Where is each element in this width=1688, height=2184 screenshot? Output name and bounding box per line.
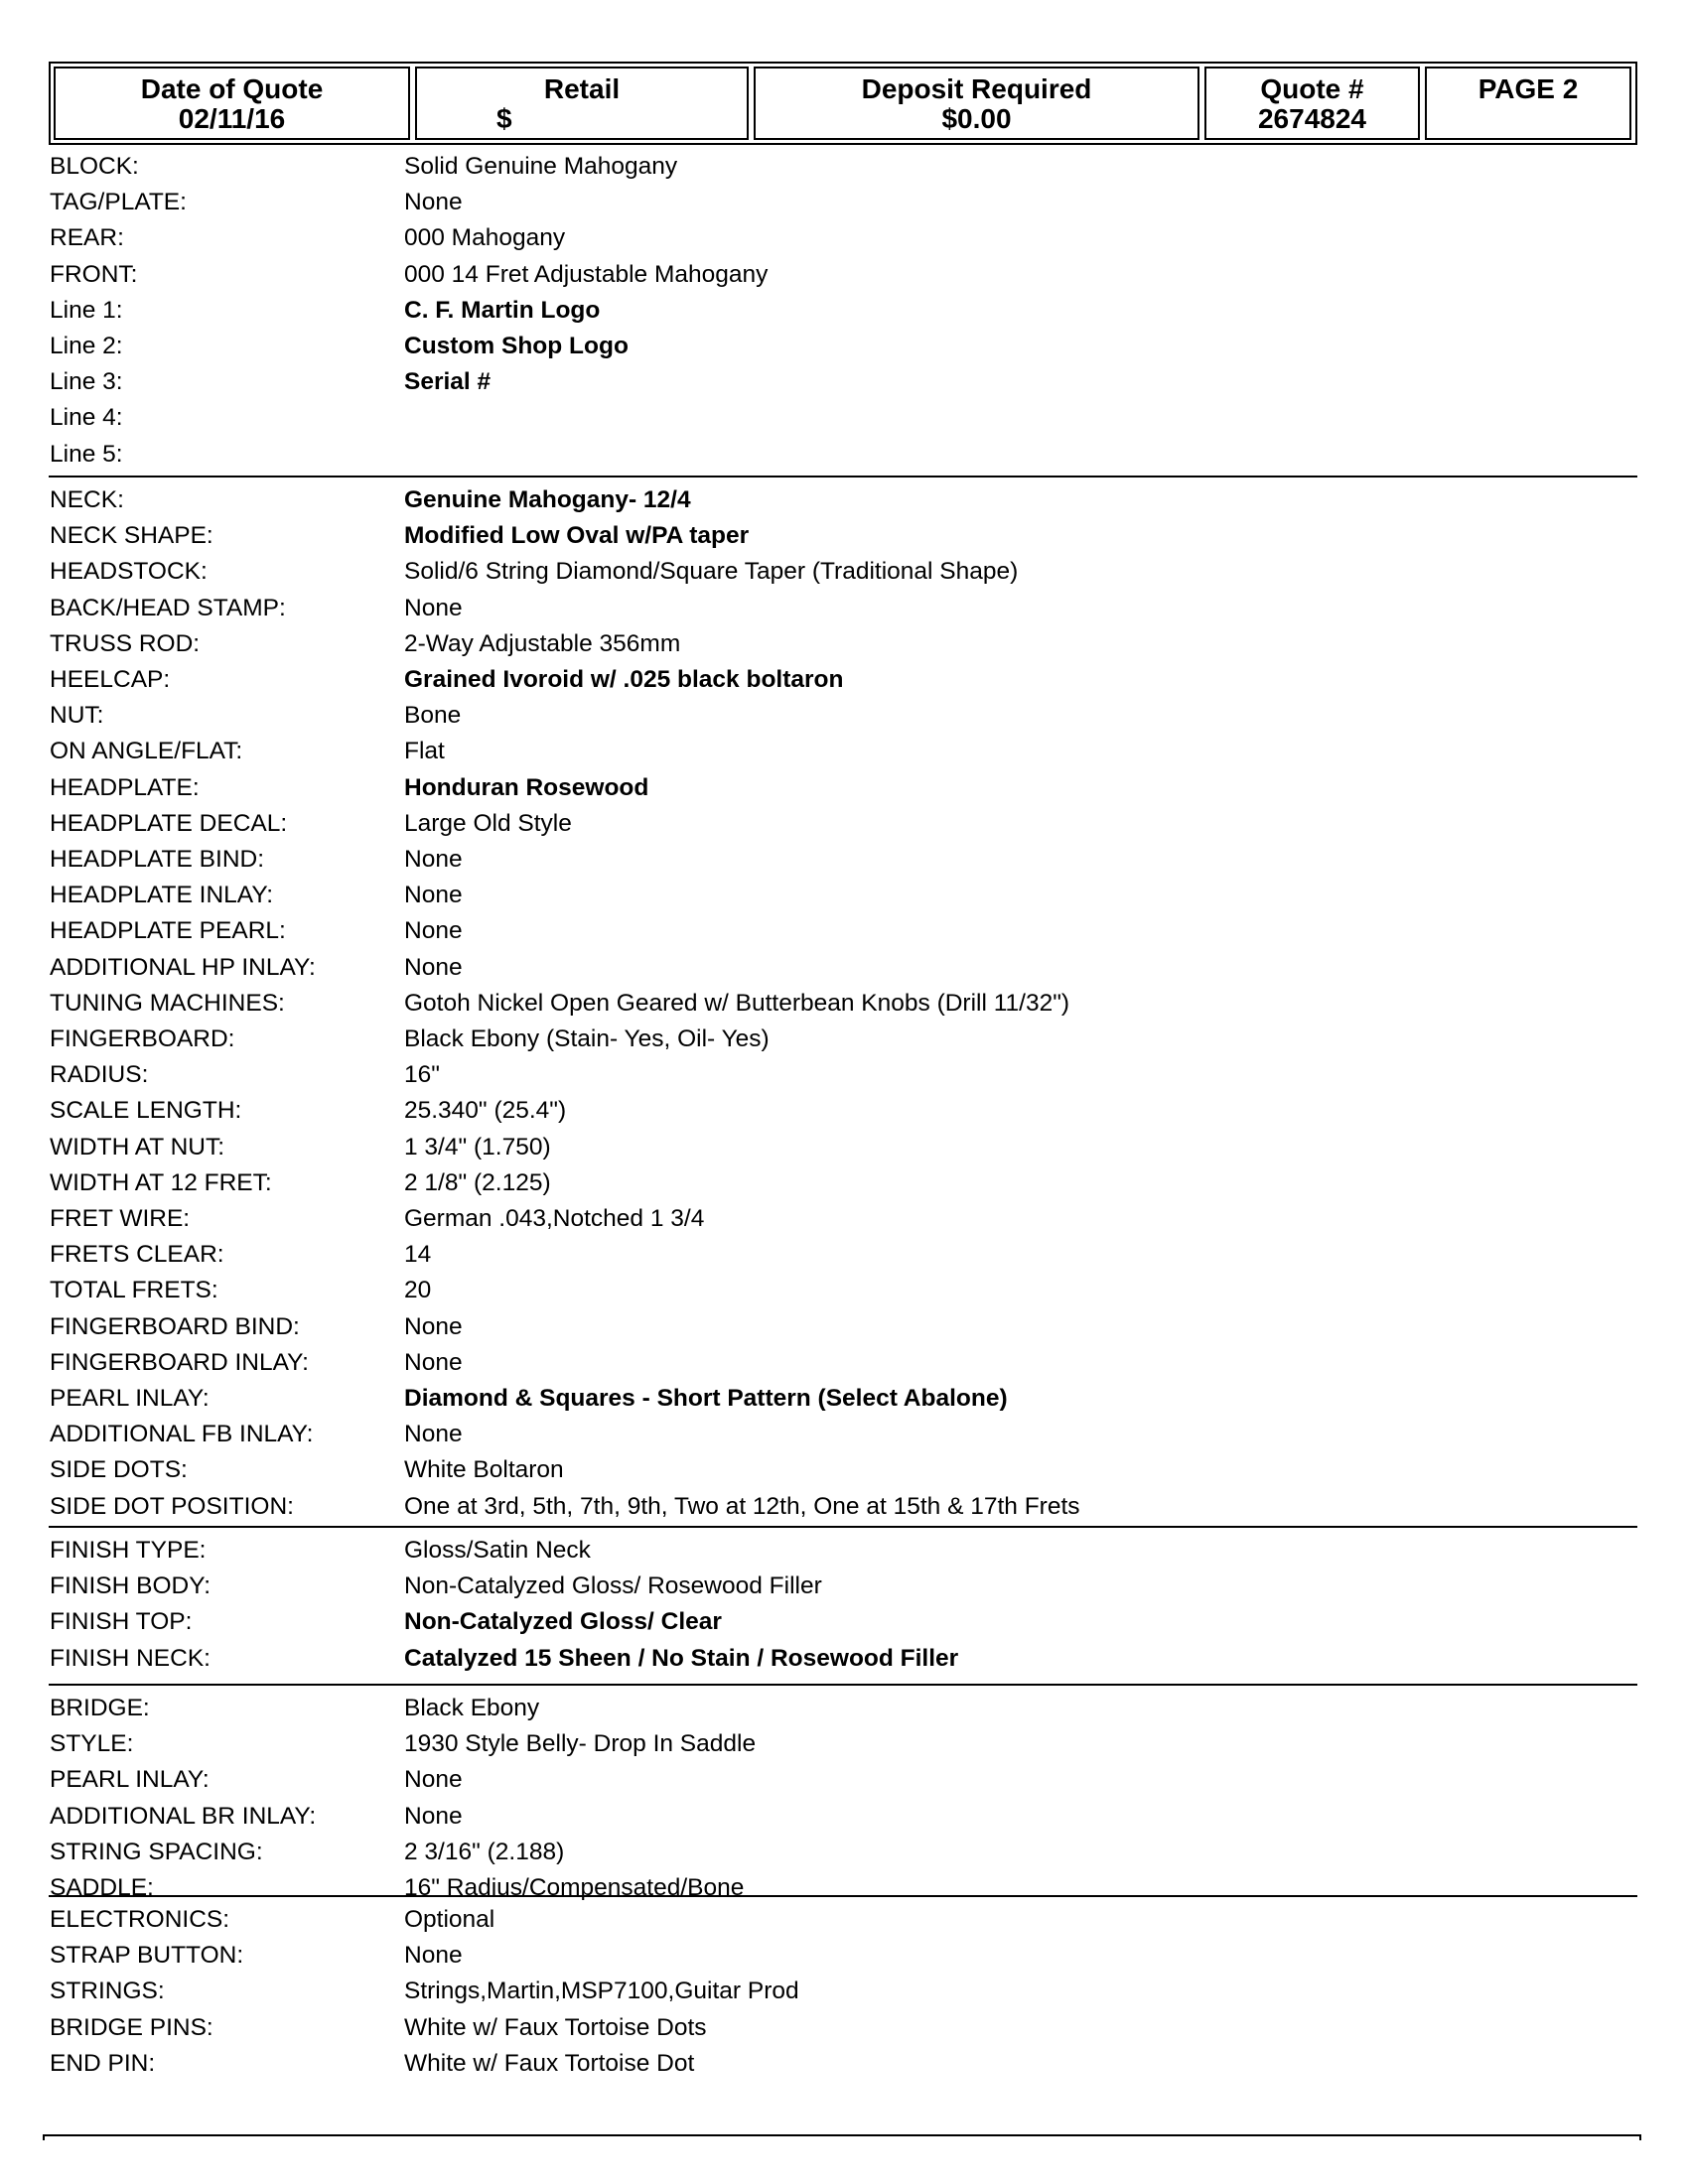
spec-label: BRIDGE: [50,1695,150,1721]
spec-label: NECK SHAPE: [50,522,213,550]
spec-row [50,1345,1638,1381]
spec-row [50,1417,1638,1452]
spec-value: Gloss/Satin Neck [404,1537,591,1564]
spec-row [50,482,1638,518]
spec-row [50,1835,1638,1870]
spec-row [50,1533,1638,1569]
spec-value: None [404,1421,463,1448]
spec-value: Gotoh Nickel Open Geared w/ Butterbean Knobs (Drill 11/32") [404,989,1070,1017]
deposit-value: $0.00 [941,103,1012,134]
spec-row [50,1489,1638,1525]
spec-label: TOTAL FRETS: [50,1277,218,1304]
spec-row [50,2010,1638,2046]
spec-label: FINISH NECK: [50,1644,211,1672]
spec-label: ELECTRONICS: [50,1906,230,1933]
spec-label: Line 1: [50,296,123,324]
spec-label: ADDITIONAL HP INLAY: [50,953,316,981]
spec-label: TRUSS ROD: [50,629,201,657]
spec-value: 14 [404,1241,432,1269]
quote-header [49,62,1637,145]
spec-value: 20 [404,1277,432,1304]
spec-label: HEADPLATE INLAY: [50,882,274,909]
deposit-cell [754,67,1199,140]
spec-label: SIDE DOT POSITION: [50,1492,294,1520]
spec-value: White w/ Faux Tortoise Dot [404,2049,695,2077]
spec-value: None [404,953,463,981]
spec-label: FINISH TYPE: [50,1537,207,1564]
spec-value: Large Old Style [404,809,572,837]
spec-label: HEADSTOCK: [50,558,208,586]
spec-label: FINISH BODY: [50,1572,211,1600]
spec-label: ON ANGLE/FLAT: [50,738,243,765]
spec-label: HEADPLATE: [50,773,200,801]
spec-row [50,1093,1638,1129]
spec-value: None [404,1802,463,1830]
spec-row [50,1762,1638,1798]
spec-row [50,518,1638,554]
quote-label: Quote # [1260,73,1364,104]
spec-value: Non-Catalyzed Gloss/ Rosewood Filler [404,1572,822,1600]
spec-label: BRIDGE PINS: [50,2013,213,2041]
spec-value: 1 3/4" (1.750) [404,1133,551,1160]
spec-value: 000 Mahogany [404,224,566,252]
spec-row [50,1309,1638,1345]
spec-label: RADIUS: [50,1061,149,1089]
spec-row [50,293,1638,329]
spec-value: None [404,917,463,945]
spec-row [50,842,1638,878]
spec-row [50,1452,1638,1488]
spec-label: PEARL INLAY: [50,1385,210,1412]
spec-label: Line 3: [50,368,123,396]
spec-row [50,1273,1638,1308]
date-label: Date of Quote [140,73,324,104]
spec-label: HEELCAP: [50,666,171,693]
spec-label: PEARL INLAY: [50,1766,210,1794]
spec-label: FRETS CLEAR: [50,1241,224,1269]
spec-label: STRAP BUTTON: [50,1942,244,1970]
date-value: 02/11/16 [178,103,286,134]
spec-value: Black Ebony [404,1695,540,1721]
retail-cell [415,67,749,140]
spec-row [50,1057,1638,1093]
spec-row [50,1691,1638,1726]
spec-row [50,1902,1638,1938]
spec-value: Custom Shop Logo [404,333,629,359]
spec-value: White w/ Faux Tortoise Dots [404,2013,707,2041]
spec-value: Catalyzed 15 Sheen / No Stain / Rosewood Filler [404,1644,959,1672]
spec-value: Flat [404,738,445,765]
spec-row [50,185,1638,220]
spec-value: None [404,594,463,621]
spec-row [50,257,1638,293]
spec-row [50,1130,1638,1165]
spec-value: 16" [404,1061,440,1089]
spec-label: HEADPLATE DECAL: [50,809,288,837]
spec-value: 1930 Style Belly- Drop In Saddle [404,1730,757,1758]
spec-value: 2 1/8" (2.125) [404,1168,551,1196]
spec-label: FINISH TOP: [50,1608,193,1636]
spec-value: Grained Ivoroid w/ .025 black boltaron [404,666,844,693]
spec-row [50,329,1638,364]
section-divider [49,1895,1637,1897]
spec-row [50,1938,1638,1974]
page-label: PAGE 2 [1477,73,1579,104]
section-divider [49,476,1637,478]
spec-value: Solid Genuine Mahogany [404,153,678,180]
spec-label: NUT: [50,702,104,730]
spec-label: ADDITIONAL FB INLAY: [50,1421,314,1448]
spec-label: WIDTH AT 12 FRET: [50,1168,272,1196]
spec-row [50,734,1638,769]
quote-value: 2674824 [1257,103,1366,134]
spec-row [50,437,1638,473]
spec-label: FRET WIRE: [50,1205,191,1232]
spec-value: One at 3rd, 5th, 7th, 9th, Two at 12th, One at 15th & 17th Frets [404,1492,1080,1520]
spec-row [50,1201,1638,1237]
spec-value: 25.340" (25.4") [404,1097,567,1125]
spec-row [50,1569,1638,1604]
spec-row [50,662,1638,698]
spec-row [50,806,1638,842]
spec-value: None [404,1766,463,1794]
spec-row [50,1165,1638,1201]
spec-label: Line 5: [50,440,123,468]
spec-row [50,913,1638,949]
spec-value: Black Ebony (Stain- Yes, Oil- Yes) [404,1025,770,1052]
date-of-quote-cell [54,67,410,140]
footer-rule [43,2134,1641,2140]
spec-row [50,626,1638,662]
spec-label: FRONT: [50,260,138,288]
spec-value: German .043,Notched 1 3/4 [404,1205,705,1232]
spec-value: Optional [404,1906,495,1933]
spec-row [50,2046,1638,2082]
spec-row [50,1604,1638,1640]
spec-row [50,364,1638,400]
spec-value: None [404,1942,463,1970]
spec-value: Modified Low Oval w/PA taper [404,522,750,550]
spec-row [50,1726,1638,1762]
spec-label: TAG/PLATE: [50,189,187,216]
spec-row [50,591,1638,626]
spec-value: 2-Way Adjustable 356mm [404,629,681,657]
spec-row [50,698,1638,734]
spec-row [50,1974,1638,2009]
spec-row [50,1022,1638,1057]
spec-value: 2 3/16" (2.188) [404,1838,565,1865]
spec-value: White Boltaron [404,1456,564,1484]
spec-label: BACK/HEAD STAMP: [50,594,286,621]
retail-label: Retail [543,73,621,104]
spec-label: TUNING MACHINES: [50,989,285,1017]
spec-row [50,1870,1638,1906]
spec-row [50,1381,1638,1417]
spec-value: Non-Catalyzed Gloss/ Clear [404,1608,722,1636]
spec-row [50,220,1638,256]
spec-label: REAR: [50,224,124,252]
spec-label: FINGERBOARD INLAY: [50,1348,309,1376]
spec-row [50,986,1638,1022]
spec-row [50,770,1638,806]
spec-row [50,950,1638,986]
spec-row [50,554,1638,590]
spec-label: ADDITIONAL BR INLAY: [50,1802,317,1830]
spec-value: Genuine Mahogany- 12/4 [404,486,691,513]
spec-row [50,1641,1638,1677]
spec-value: None [404,1312,463,1340]
spec-label: STYLE: [50,1730,134,1758]
spec-row [50,400,1638,436]
deposit-label: Deposit Required [861,73,1092,104]
spec-label: END PIN: [50,2049,156,2077]
spec-label: STRING SPACING: [50,1838,263,1865]
spec-label: STRINGS: [50,1978,165,2005]
spec-value: None [404,882,463,909]
spec-label: Line 4: [50,404,123,432]
spec-label: NECK: [50,486,124,513]
spec-label: SCALE LENGTH: [50,1097,242,1125]
spec-value: Honduran Rosewood [404,773,649,801]
spec-label: SIDE DOTS: [50,1456,188,1484]
spec-value: Solid/6 String Diamond/Square Taper (Traditional Shape) [404,558,1019,586]
spec-value: None [404,846,463,873]
spec-value: Serial # [404,368,492,396]
spec-label: FINGERBOARD: [50,1025,235,1052]
spec-label: SADDLE: [50,1874,154,1901]
spec-value: None [404,1348,463,1376]
spec-label: BLOCK: [50,153,139,180]
retail-value: $ [496,103,512,134]
section-divider [49,1526,1637,1528]
spec-value: C. F. Martin Logo [404,296,601,324]
spec-value: Bone [404,702,462,730]
spec-value: Diamond & Squares - Short Pattern (Select Abalone) [404,1385,1008,1412]
spec-row [50,878,1638,913]
spec-label: Line 2: [50,333,123,359]
spec-row [50,149,1638,185]
spec-value: Strings,Martin,MSP7100,Guitar Prod [404,1978,799,2005]
section-divider [49,1684,1637,1686]
spec-value: 000 14 Fret Adjustable Mahogany [404,260,769,288]
spec-label: HEADPLATE PEARL: [50,917,286,945]
spec-label: FINGERBOARD BIND: [50,1312,300,1340]
spec-label: HEADPLATE BIND: [50,846,265,873]
spec-row [50,1237,1638,1273]
spec-label: WIDTH AT NUT: [50,1133,225,1160]
page-number-cell [1425,67,1631,140]
spec-value: None [404,189,463,216]
spec-row [50,1799,1638,1835]
spec-value: 16" Radius/Compensated/Bone [404,1874,745,1901]
quote-number-cell [1204,67,1420,140]
